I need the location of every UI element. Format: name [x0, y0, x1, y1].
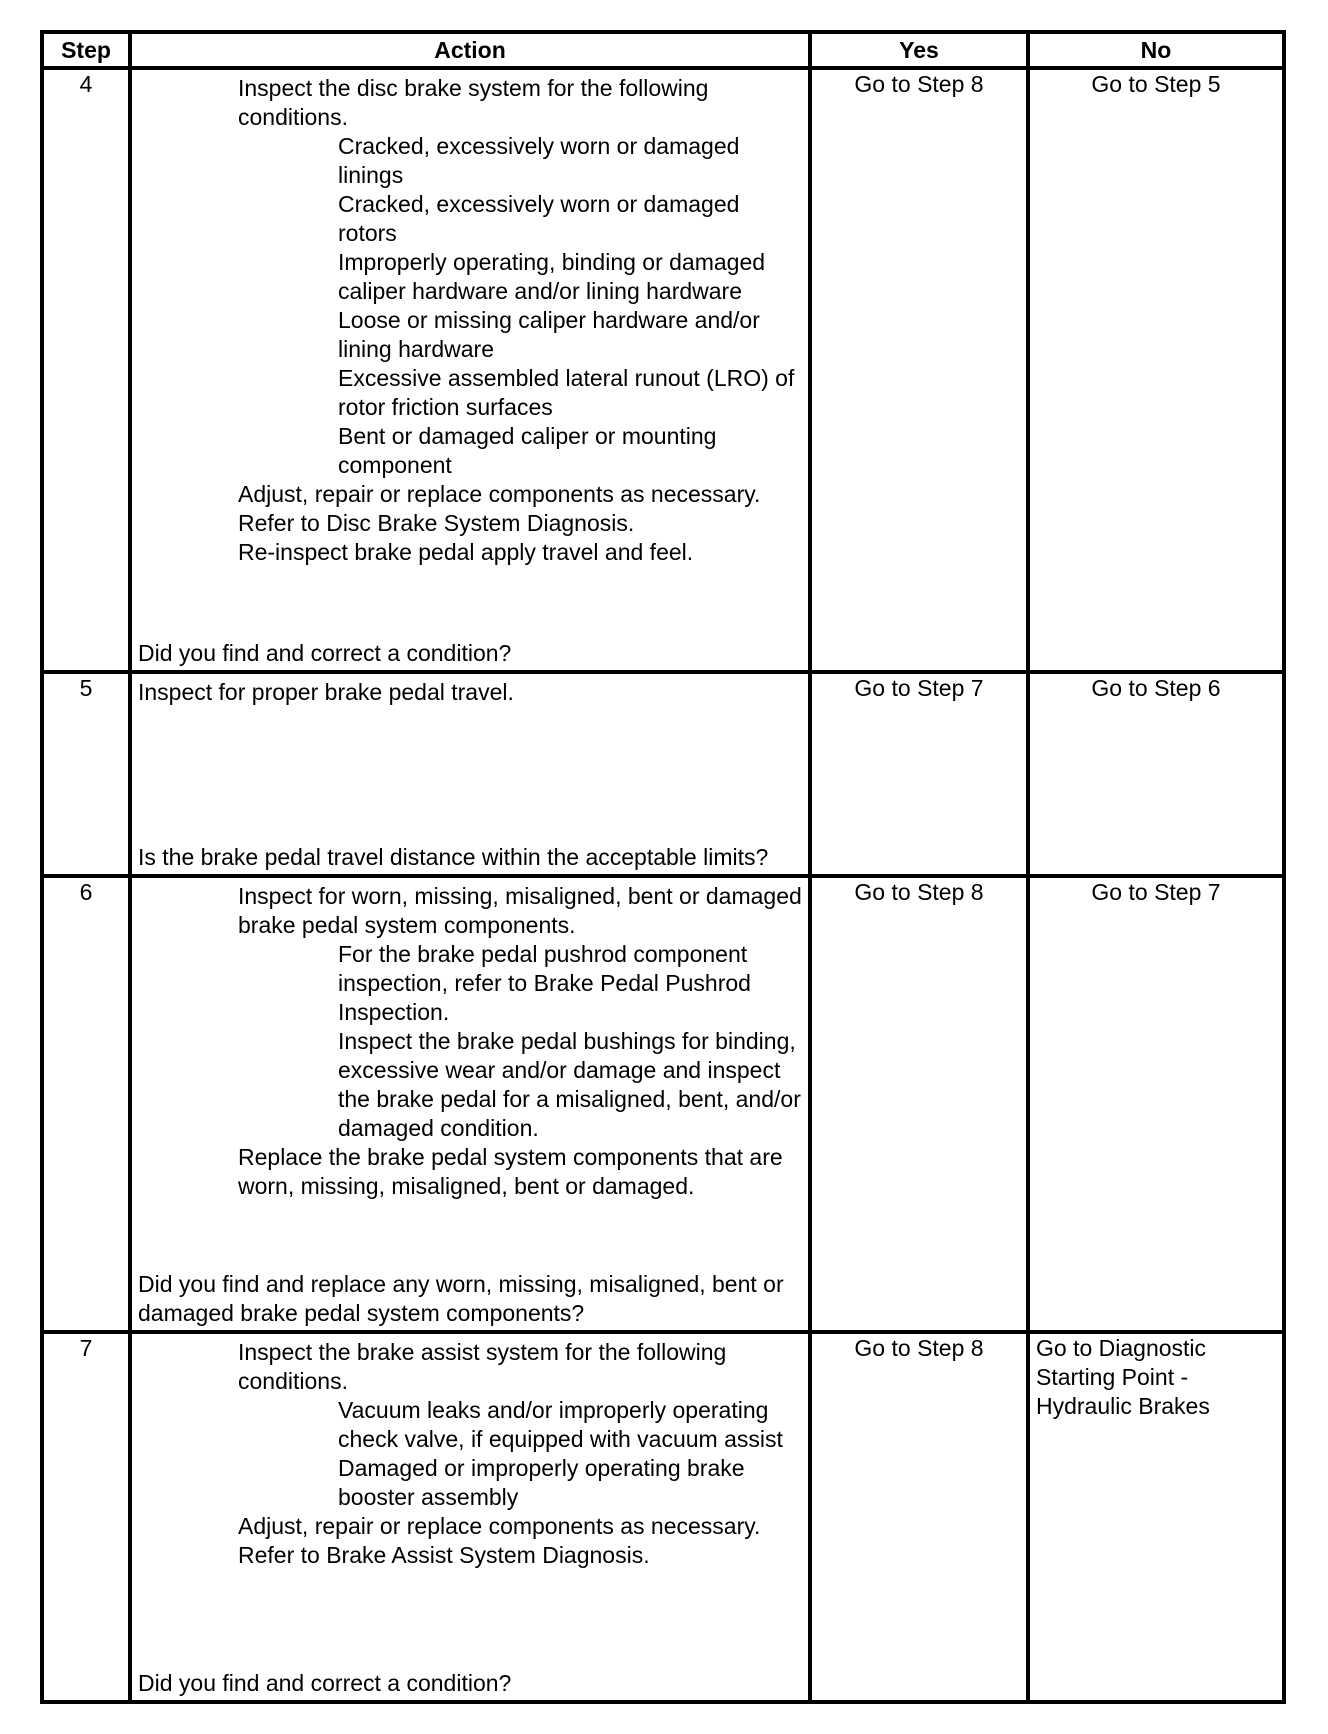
condition-item: Bent or damaged caliper or mounting component [338, 423, 717, 478]
action-cell [130, 68, 810, 672]
table-row-step-7 [42, 1332, 1284, 1702]
action-cell [130, 1332, 810, 1702]
header-step: Step [42, 32, 130, 68]
condition-item: Excessive assembled lateral runout (LRO) of rotor friction surfaces [338, 365, 795, 420]
no-result: Go to Step 7 [1091, 879, 1221, 905]
instruction: Inspect for proper brake pedal travel. [138, 679, 514, 705]
action-instructions [138, 1338, 804, 1570]
instruction: Replace the brake pedal system components that are worn, missing, misaligned, bent or damaged. [238, 1144, 783, 1199]
diagnostic-table [40, 30, 1286, 1704]
header-no: No [1028, 32, 1284, 68]
no-cell [1028, 1332, 1284, 1702]
yes-cell [810, 68, 1028, 672]
yes-result: Go to Step 8 [854, 1335, 984, 1361]
no-result: Go to Step 6 [1091, 675, 1221, 701]
yes-cell [810, 1332, 1028, 1702]
no-cell [1028, 68, 1284, 672]
action-question: Did you find and replace any worn, missing, misaligned, bent or damaged brake pedal system components? [138, 1271, 784, 1326]
action-cell [130, 672, 810, 876]
condition-item: Cracked, excessively worn or damaged linings [338, 133, 740, 188]
yes-cell [810, 672, 1028, 876]
diagnostic-page [40, 30, 1282, 1704]
header-action: Action [130, 32, 810, 68]
step-number: 5 [42, 672, 130, 876]
step-number: 7 [42, 1332, 130, 1702]
no-cell [1028, 672, 1284, 876]
instruction: Adjust, repair or replace components as necessary. Refer to Brake Assist System Diagnosis. [238, 1513, 761, 1568]
yes-result: Go to Step 8 [854, 879, 984, 905]
condition-item: Vacuum leaks and/or improperly operating check valve, if equipped with vacuum assist [338, 1397, 783, 1452]
step-number: 6 [42, 876, 130, 1332]
action-question: Did you find and correct a condition? [138, 1670, 512, 1696]
no-result: Go to Diagnostic Starting Point - Hydraulic Brakes [1036, 1335, 1210, 1419]
instruction: Adjust, repair or replace components as necessary. Refer to Disc Brake System Diagnosis. [238, 481, 761, 536]
action-cell [130, 876, 810, 1332]
table-row-step-4 [42, 68, 1284, 672]
action-instructions [138, 882, 804, 1201]
yes-result: Go to Step 8 [854, 71, 984, 97]
step-number: 4 [42, 68, 130, 672]
action-question: Is the brake pedal travel distance within the acceptable limits? [138, 844, 769, 870]
condition-item: Loose or missing caliper hardware and/or lining hardware [338, 307, 760, 362]
instruction: Inspect the brake assist system for the following conditions. [238, 1339, 727, 1394]
table-row-step-5 [42, 672, 1284, 876]
header-row [42, 32, 1284, 68]
table-row-step-6 [42, 876, 1284, 1332]
yes-cell [810, 876, 1028, 1332]
no-cell [1028, 876, 1284, 1332]
condition-item: For the brake pedal pushrod component inspection, refer to Brake Pedal Pushrod Inspection. [338, 941, 751, 1025]
condition-item: Inspect the brake pedal bushings for binding, excessive wear and/or damage and inspect the brake pedal for a misaligned, bent, and/or damaged condition. [338, 1028, 801, 1141]
action-instructions [138, 678, 804, 707]
no-result: Go to Step 5 [1091, 71, 1221, 97]
condition-item: Cracked, excessively worn or damaged rotors [338, 191, 740, 246]
condition-item: Improperly operating, binding or damaged caliper hardware and/or lining hardware [338, 249, 766, 304]
instruction: Re-inspect brake pedal apply travel and feel. [238, 539, 694, 565]
action-question: Did you find and correct a condition? [138, 640, 512, 666]
header-yes: Yes [810, 32, 1028, 68]
condition-item: Damaged or improperly operating brake booster assembly [338, 1455, 745, 1510]
instruction: Inspect the disc brake system for the following conditions. [238, 75, 709, 130]
action-instructions [138, 74, 804, 567]
yes-result: Go to Step 7 [854, 675, 984, 701]
instruction: Inspect for worn, missing, misaligned, bent or damaged brake pedal system components. [238, 883, 802, 938]
